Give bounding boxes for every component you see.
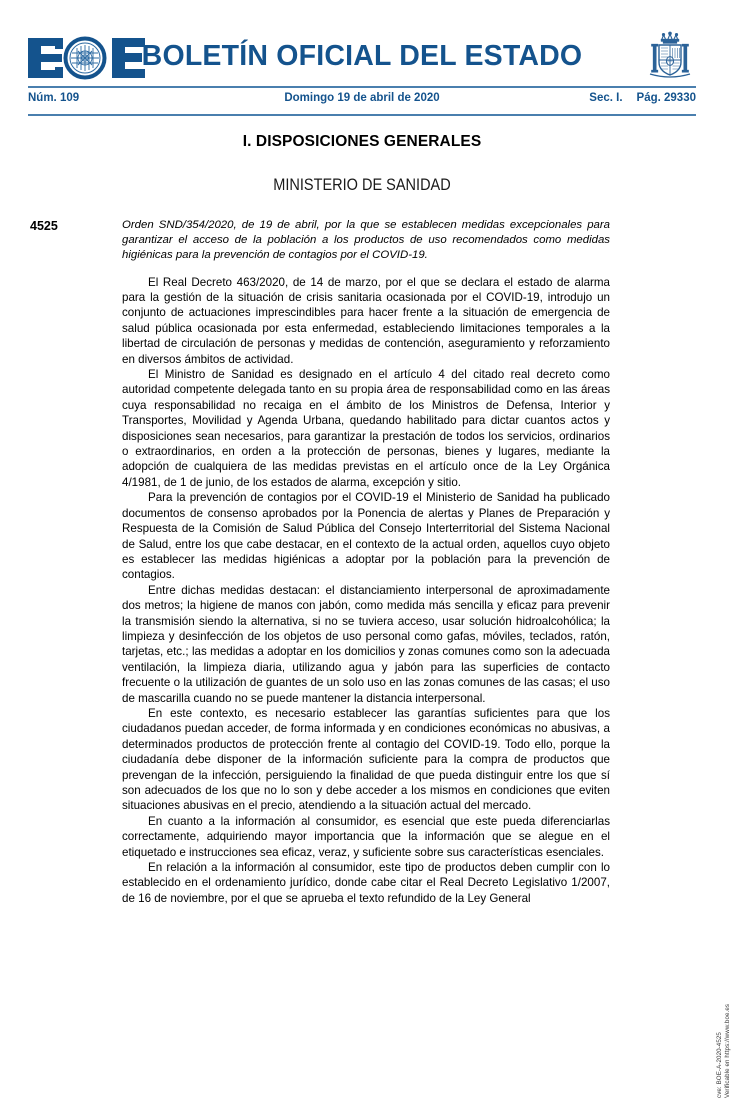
issue-number: Núm. 109	[28, 92, 80, 104]
document-body	[30, 218, 610, 906]
body-paragraph: En relación a la información al consumidor, este tipo de productos deben cumplir con lo establecido en el ordenamiento jurídico, donde cabe citar el Real Decreto Legislativo 1/2007, de 16 de noviembre, por el que se aprueba el texto refundido de la Ley General	[122, 861, 610, 905]
disposition-block	[30, 218, 610, 264]
issue-date: Domingo 19 de abril de 2020	[284, 92, 440, 104]
header-rule-top	[28, 86, 696, 88]
body-paragraph: El Real Decreto 463/2020, de 14 de marzo, por el que se declara el estado de alarma para la gestión de la situación de crisis sanitaria ocasionada por el COVID-19, introdujo un conjunto de actuaciones imprescindibles para hacer frente a la situación de emergencia de salud pública ocasionada por esta enfermedad, estableciendo limitaciones temporales a la libertad de circulación de personas y medidas de contención, aseguramiento y reforzamiento en diversos ámbitos de actividad.	[122, 275, 610, 366]
page-header	[0, 0, 724, 86]
metadata-bar	[28, 89, 696, 113]
verification-url[interactable]: Verificable en https://www.boe.es	[724, 1003, 731, 1098]
body-paragraph: El Ministro de Sanidad es designado en el artículo 4 del citado real decreto como autoridad competente delegada tanto en su propia área de responsabilidad como en las áreas cuya responsabilidad no recaiga en el ámbito de los Ministros de Defensa, Interior y Transportes, Movilidad y Agenda Urbana, quedando habilitado para dictar cuantos actos y disposiciones sean necesarios, para garantizar la prestación de todos los servicios, ordinarios o extraordinarios, en orden a la protección de personas, bienes y lugares, mediante la adopción de cualquiera de las medidas previstas en el artículo once de la Ley Orgánica 4/1981, de 1 de junio, de los estados de alarma, excepción y sitio.	[122, 368, 610, 489]
section-label: Sec. I.	[589, 92, 623, 104]
ministry-title: MINISTERIO DE SANIDAD	[273, 176, 451, 194]
disposition-number: 4525	[30, 219, 58, 233]
header-rule-bottom	[28, 114, 696, 116]
verification-sidebar	[716, 958, 732, 1098]
cve-code: cve: BOE-A-2020-4525	[716, 1032, 723, 1098]
body-paragraph: Para la prevención de contagios por el COVID-19 el Ministerio de Sanidad ha publicado documentos de consenso aprobados por la Ponencia de alertas y Planes de Preparación y Respuesta de la Comisión de Salud Pública del Consejo Interterritorial del Sistema Nacional de Salud, entre los que cabe destacar, en el contexto de la actual orden, aquellos cuyo objeto es establecer las medidas higiénicas a adoptar por la población para la prevención de contagios.	[122, 491, 610, 582]
coat-of-arms-icon	[644, 30, 696, 84]
body-paragraph: Entre dichas medidas destacan: el distanciamiento interpersonal de aproximadamente dos metros; la higiene de manos con jabón, como medida más sencilla y eficaz para prevenir la transmisión siendo la alternativa, si no se tuviera acceso, usar solución hidroalcohólica; la limpieza y desinfección de los objetos de uso personal como gafas, móviles, teclados, ratón, tarjetas, etc.; las medidas a adoptar en los domicilios y zonas comunes como son la adecuada ventilación, la limpieza diaria, utilizando agua y jabón para las superficies de contacto frecuente o la utilización de guantes de un solo uso en las zonas comunes de las casas; el uso de mascarilla cuando no se puede mantener la distancia interpersonal.	[122, 583, 610, 705]
page-label: Pág. 29330	[636, 92, 696, 104]
disposition-title: Orden SND/354/2020, de 19 de abril, por la que se establecen medidas excepcionales para garantizar el acceso de la población a los productos de uso recomendados como medidas higiénicas para la prevención de contagios por el COVID-19.	[122, 219, 610, 262]
section-title: I. DISPOSICIONES GENERALES	[242, 133, 482, 150]
masthead-title: BOLETÍN OFICIAL DEL ESTADO	[141, 40, 583, 72]
body-paragraph: En cuanto a la información al consumidor, es esencial que este pueda diferenciarlas correctamente, adquiriendo mayor importancia que la información que se alegue en el etiquetado e instrucciones sea eficaz, veraz, y suficiente sobre sus características esenciales.	[122, 814, 610, 859]
section-page-group	[589, 92, 696, 104]
body-paragraph: En este contexto, es necesario establecer las garantías suficientes para que los ciudadanos puedan acceder, de forma informada y en condiciones económicas no abusivas, a determinados productos de protección frente al contagio del COVID-19. Todo ello, porque la ciudadanía debe disponer de la información suficiente para la compra de productos que prevengan de la infección, persiguiendo la finalidad de que pueda distinguir entre los que sí son adecuados de los que no lo son y debe acceder a los mismos en condiciones que eviten situaciones abusivas en el precio, atendiendo a la situación actual del mercado.	[122, 706, 610, 813]
